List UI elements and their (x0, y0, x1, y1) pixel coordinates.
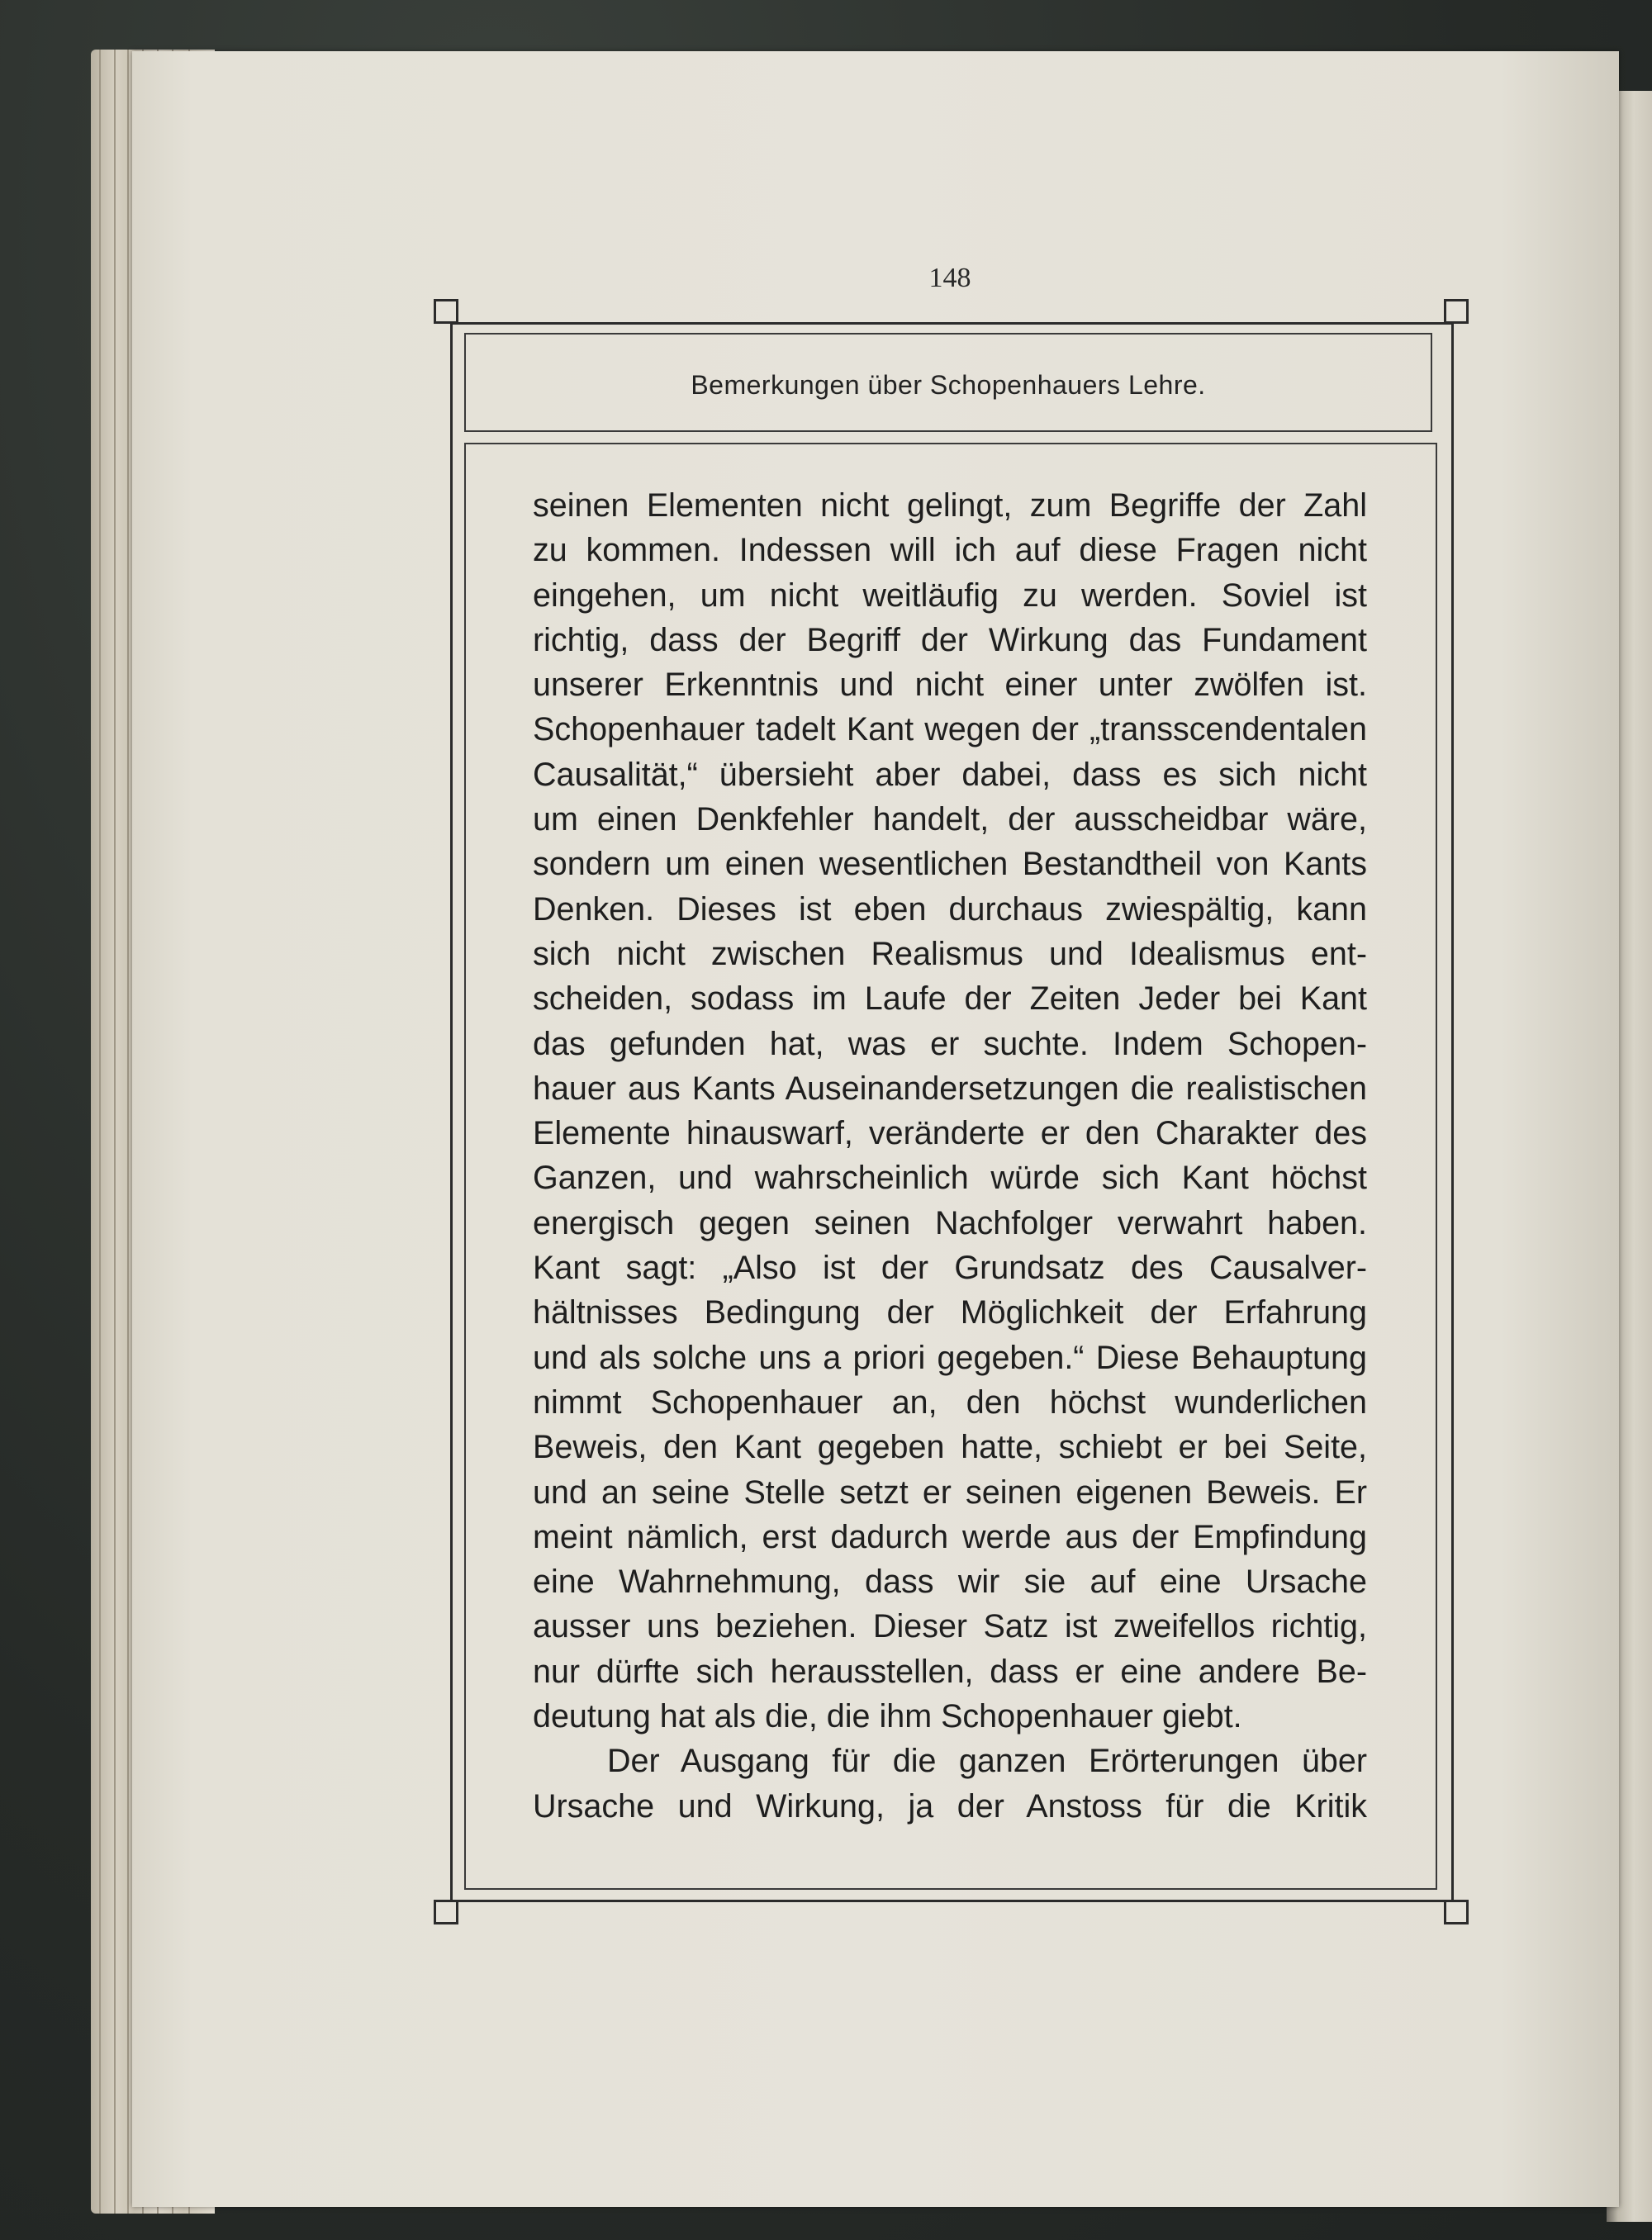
page-number: 148 (928, 263, 971, 293)
frame-corner-bottom-right (1444, 1900, 1469, 1924)
text-line: Der Ausgang für die ganzen Erörterungen über (607, 1743, 1367, 1780)
text-line: Schopenhauer tadelt Kant wegen der „transscendentalen (533, 711, 1367, 748)
page-edge (127, 50, 129, 2214)
text-line: Beweis, den Kant gegeben hatte, schiebt er bei Seite, (533, 1429, 1367, 1466)
text-line: meint nämlich, erst dadurch werde aus der Empfindung (533, 1518, 1367, 1555)
text-line: Ursache und Wirkung, ja der Anstoss für die Kritik (533, 1787, 1367, 1825)
text-line: seinen Elementen nicht gelingt, zum Begriffe der Zahl (533, 487, 1367, 524)
text-line: ausser uns beziehen. Dieser Satz ist zweifellos richtig, (533, 1608, 1367, 1645)
text-line: hauer aus Kants Auseinandersetzungen die realistischen (533, 1070, 1367, 1107)
text-line: unserer Erkenntnis und nicht einer unter zwölfen ist. (533, 667, 1367, 704)
text-line: sich nicht zwischen Realismus und Idealismus ent- (533, 935, 1367, 972)
text-line: und als solche uns a priori gegeben.“ Diese Behauptung (533, 1339, 1367, 1376)
text-line: sondern um einen wesentlichen Bestandtheil von Kants (533, 846, 1367, 883)
frame-bottom-line (450, 1900, 1454, 1902)
frame-corner-top-left (434, 299, 458, 324)
text-line: hältnisses Bedingung der Möglichkeit der Erfahrung (533, 1294, 1367, 1331)
frame-corner-bottom-left (434, 1900, 458, 1924)
text-line: deutung hat als die, die ihm Schopenhauer giebt. (533, 1698, 1242, 1735)
running-head: Bemerkungen über Schopenhauers Lehre. (691, 370, 1206, 400)
text-line: Kant sagt: „Also ist der Grundsatz des Causalver- (533, 1250, 1367, 1287)
text-line: nimmt Schopenhauer an, den höchst wunderlichen (533, 1383, 1367, 1421)
frame-corner-top-right (1444, 299, 1469, 324)
text-line: zu kommen. Indessen will ich auf diese Fragen nicht (533, 532, 1367, 569)
text-line: richtig, dass der Begriff der Wirkung das Fundament (533, 621, 1367, 658)
text-line: scheiden, sodass im Laufe der Zeiten Jeder bei Kant (533, 980, 1367, 1018)
text-line: energisch gegen seinen Nachfolger verwahrt haben. (533, 1204, 1367, 1241)
text-line: nur dürfte sich herausstellen, dass er eine andere Be- (533, 1653, 1367, 1690)
page-edge (114, 50, 116, 2214)
text-line: eine Wahrnehmung, dass wir sie auf eine Ursache (533, 1564, 1367, 1601)
text-line: Ganzen, und wahrscheinlich würde sich Kant höchst (533, 1160, 1367, 1197)
frame-right-line (1451, 322, 1454, 1902)
text-line: um einen Denkfehler handelt, der ausscheidbar wäre, (533, 801, 1367, 838)
body-text (533, 483, 1367, 1829)
text-line: Causalität,“ übersieht aber dabei, dass es sich nicht (533, 756, 1367, 793)
page-edge (99, 50, 101, 2214)
text-line: und an seine Stelle setzt er seinen eigenen Beweis. Er (533, 1474, 1367, 1511)
text-line: Denken. Dieses ist eben durchaus zwiespältig, kann (533, 890, 1367, 928)
text-line: Elemente hinauswarf, veränderte er den Charakter des (533, 1115, 1367, 1152)
text-line: das gefunden hat, was er suchte. Indem Schopen- (533, 1025, 1367, 1062)
frame-left-line (450, 322, 453, 1902)
text-line: eingehen, um nicht weitläufig zu werden. Soviel ist (533, 577, 1367, 614)
frame-top-line (450, 322, 1454, 325)
